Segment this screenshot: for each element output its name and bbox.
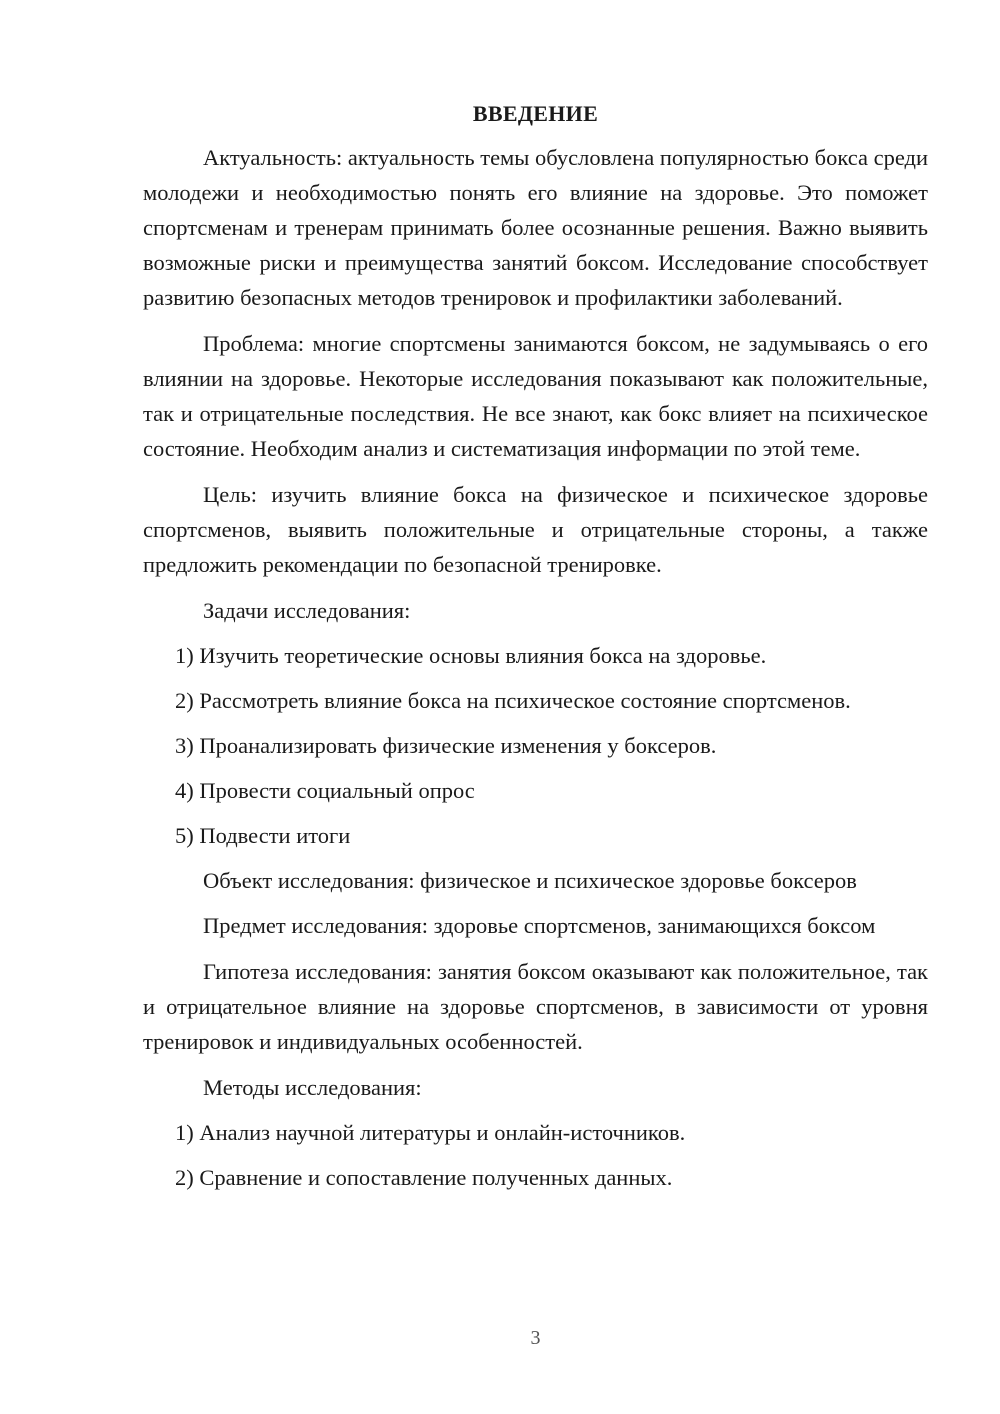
tasks-heading: Задачи исследования: (203, 598, 411, 623)
list-item: 2) Сравнение и сопоставление полученных данных. (175, 1165, 673, 1190)
page-number: 3 (530, 1327, 541, 1349)
document-page (143, 96, 928, 1205)
methods-heading: Методы исследования: (203, 1075, 422, 1100)
hypothesis-paragraph: Гипотеза исследования: занятия боксом оказывают как положительное, так и отрицательное влияние на здоровье спортсменов, в зависимости от уровня тренировок и индивидуальных особенностей. (143, 959, 928, 1054)
list-item: 4) Провести социальный опрос (175, 778, 475, 803)
subject-paragraph: Предмет исследования: здоровье спортсменов, занимающихся боксом (203, 913, 876, 938)
list-item: 3) Проанализировать физические изменения у боксеров. (175, 733, 717, 758)
list-item: 1) Анализ научной литературы и онлайн-источников. (175, 1120, 686, 1145)
methods-list (143, 1115, 928, 1195)
object-paragraph: Объект исследования: физическое и психическое здоровье боксеров (203, 868, 857, 893)
list-item: 1) Изучить теоретические основы влияния бокса на здоровье. (175, 643, 767, 668)
relevance-paragraph: Актуальность: актуальность темы обусловлена популярностью бокса среди молодежи и необходимостью понять его влияние на здоровье. Это поможет спортсменам и тренерам принимать более осознанные решения. Важно выявить возможные риски и преимущества занятий боксом. Исследование способствует развитию безопасных методов тренировок и профилактики заболеваний. (143, 145, 928, 310)
goal-paragraph: Цель: изучить влияние бокса на физическое и психическое здоровье спортсменов, выявить положительные и отрицательные стороны, а также предложить рекомендации по безопасной тренировке. (143, 482, 928, 577)
problem-paragraph: Проблема: многие спортсмены занимаются боксом, не задумываясь о его влиянии на здоровье. Некоторые исследования показывают как положительные, так и отрицательные последствия. Не все знают, как бокс влияет на психическое состояние. Необходим анализ и систематизация информации по этой теме. (143, 331, 928, 461)
list-item: 2) Рассмотреть влияние бокса на психическое состояние спортсменов. (175, 688, 851, 713)
tasks-list (143, 638, 928, 853)
section-title: ВВЕДЕНИЕ (472, 101, 599, 126)
list-item: 5) Подвести итоги (175, 823, 351, 848)
